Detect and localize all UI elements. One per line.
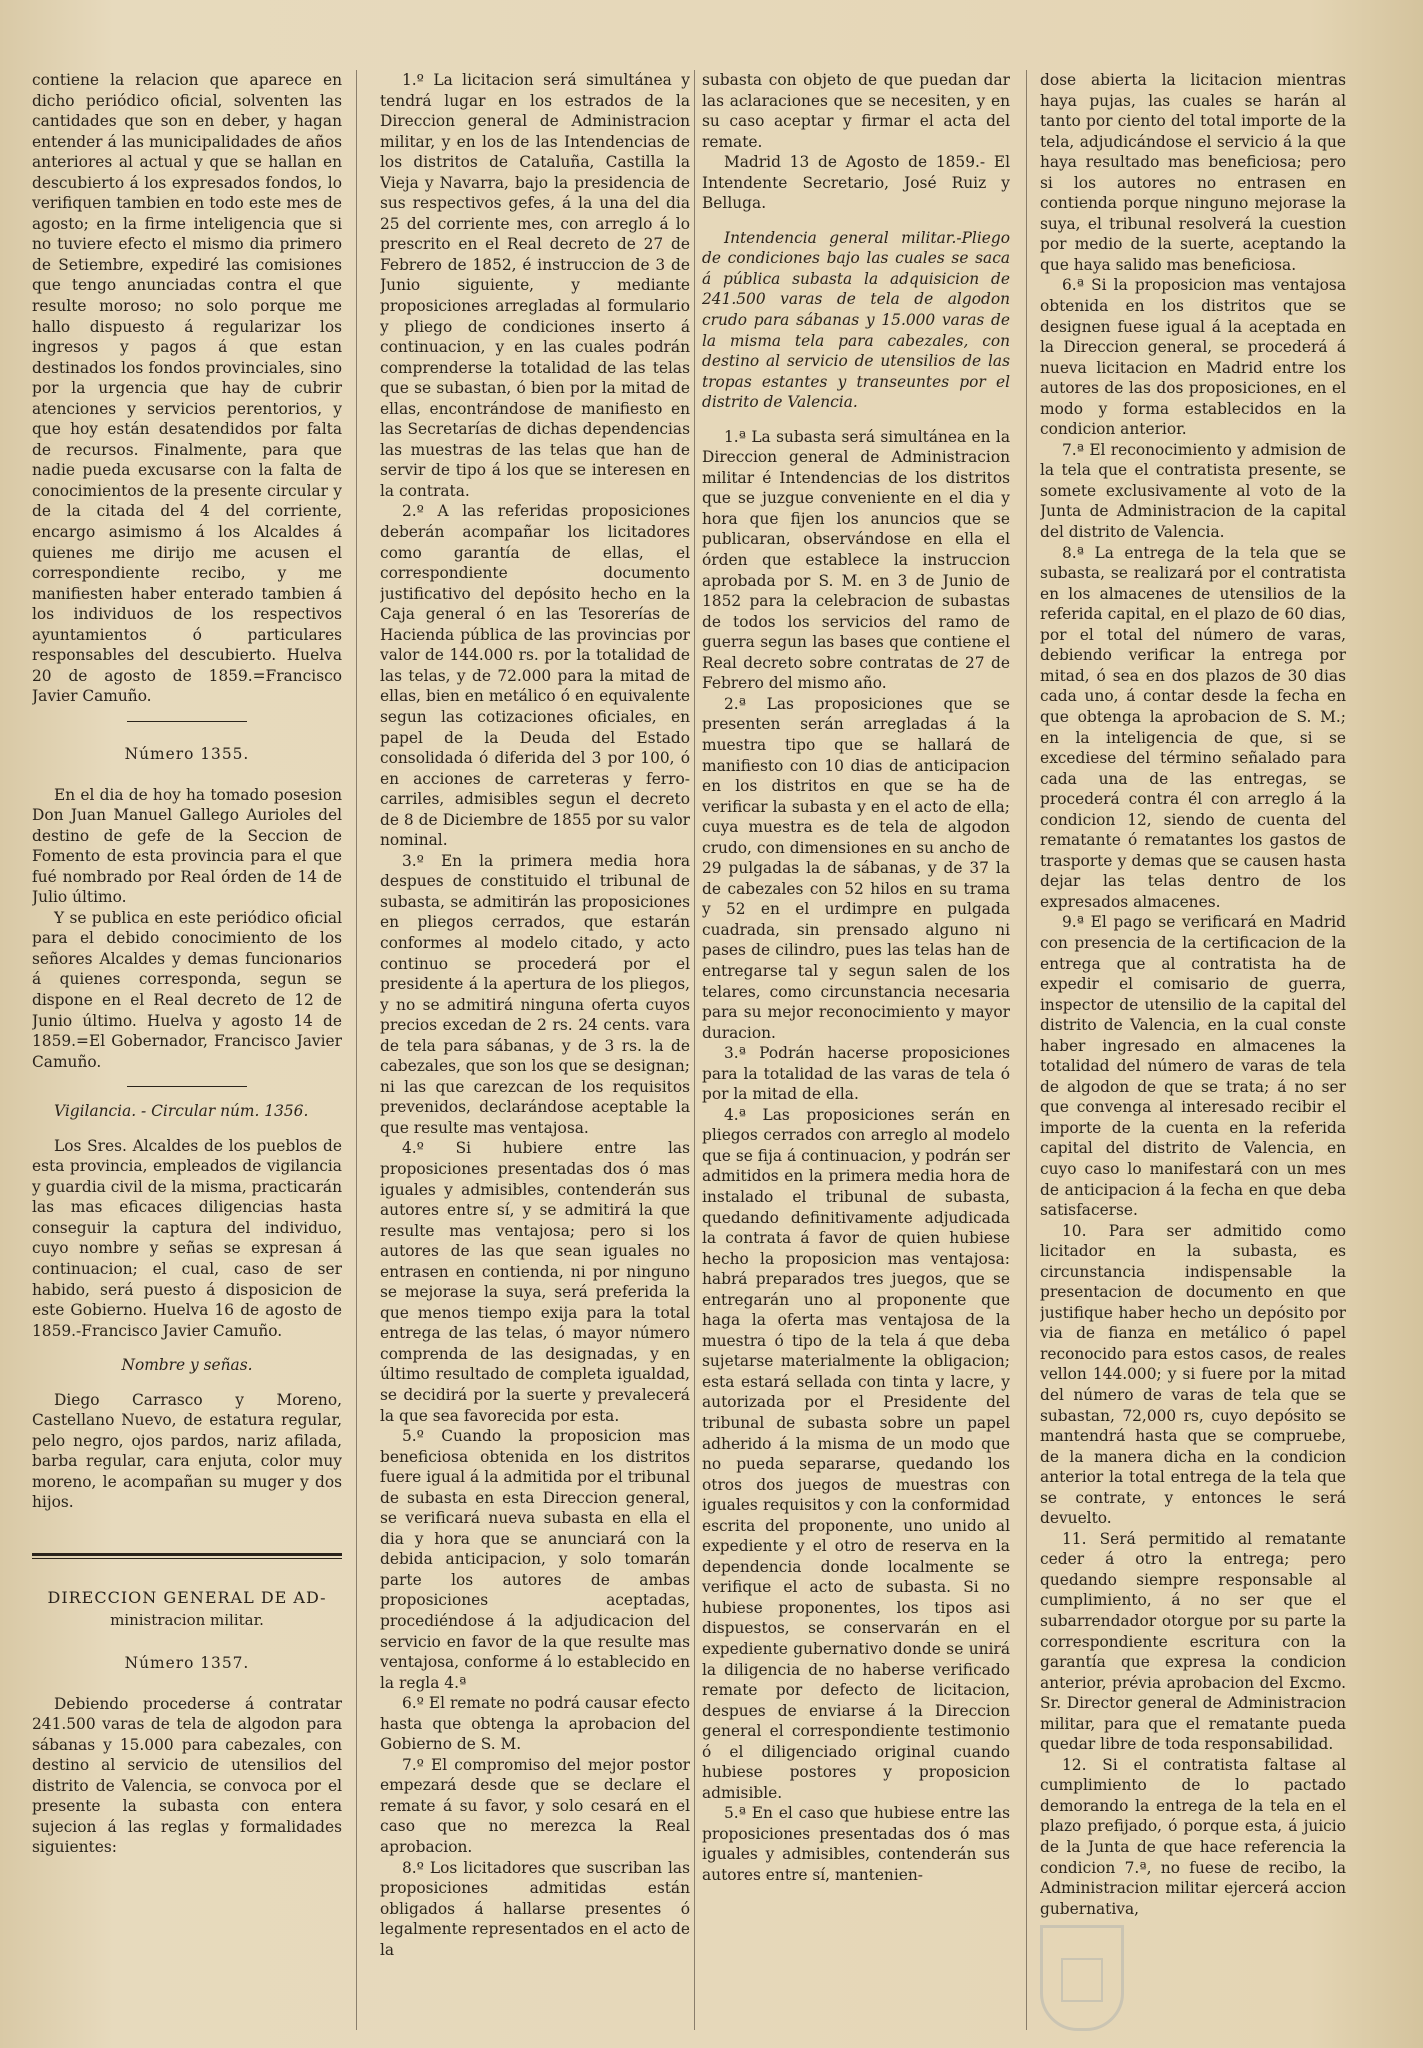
clause: 8.º Los licitadores que suscriban las proposiciones admitidas están obligados á hallarse presentes ó legalmente representados en el acto de la [380, 1858, 690, 1959]
clause: 12. Si el contratista faltase al cumplimiento de lo pactado demorando la entrega de la tela en el plazo prefijado, ó porque esta, á juicio de la Junta de que hace referencia la condicion 7.ª, no fuese de recibo, la Administracion militar ejercerá accion gubernativa, [1040, 1755, 1346, 1918]
column-4 [1040, 70, 1346, 2015]
paragraph: contiene la relacion que aparece en dicho periódico oficial, solventen las cantidades que son en deber, y hagan entender á las municipalidades de años anteriores al actual y que se hallan en descubierto á los expresados fondos, lo verifiquen tambien en todo este mes de agosto; en la firme inteligencia que si no tuviere efecto el mismo dia primero de Setiembre, expediré las comisiones que tengo anunciadas contra el que resulte moroso; no solo porque me hallo dispuesto á regularizar los ingresos y pagos á que estan destinados los fondos provinciales, sino por la urgencia que hay de cubrir atenciones y servicios perentorios, y que hoy están desatendidos por falta de recursos. Finalmente, para que nadie pueda excusarse con la falta de conocimientos de la presente circular y de la citada del 4 del corriente, encargo asimismo á los Alcaldes á quienes me dirijo me acusen el correspondiente recibo, y me manifiesten haber enterado tambien á los individuos de los respectivos ayuntamientos ó particulares responsables del descubierto. Huelva 20 de agosto de 1859.=Francisco Javier Camuño. [32, 71, 342, 706]
column-rule [356, 70, 357, 2030]
clause: 10. Para ser admitido como licitador en la subasta, es circunstancia indispensable la presentacion de documento en que justifique haber hecho un depósito por via de fianza en metálico ó papel reconocido para estos casos, de reales vellon 144.000; y si fuere por la mitad del número de varas de tela que se subastan, 72,000 rs, cuyo depósito se mantendrá hasta que se compruebe, de la manera dicha en la condicion anterior la total entrega de la tela que se contrate, y entonces le será devuelto. [1040, 1221, 1346, 1528]
paragraph: Debiendo procederse á contratar 241.500 varas de tela de algodon para sábanas y 15.000 para cabezales, con destino al servicio de utensilios del distrito de Valencia, se convoca por el presente la subasta con entera sujecion á las reglas y formalidades siguientes: [32, 1694, 342, 1857]
section-number: Número 1355. [124, 744, 250, 763]
separator [127, 721, 247, 722]
subheading: Nombre y señas. [121, 1356, 253, 1375]
archive-watermark [1040, 1925, 1400, 2035]
clause: 3.ª Podrán hacerse proposiciones para la totalidad de las varas de tela ó por la mitad de ella. [702, 1044, 1010, 1104]
clause: 7.ª El reconocimiento y admision de la tela que el contratista presente, se somete exclusivamente al voto de la Junta de Administracion de la capital del distrito de Valencia. [1040, 440, 1346, 542]
clause: 2.ª Las proposiciones que se presenten serán arregladas á la muestra tipo que se hallará de manifiesto con 10 dias de anticipacion en los distritos en que se ha de verificar la subasta y en el acto de ella; cuya muestra es de tela de algodon crudo, con dimensiones en su ancho de 29 pulgadas la de sábanas, y de 37 la de cabezales con 52 hilos en su trama y 52 en el urdimpre en pulgada cuadrada, sin prensado alguno ni pases de cilindro, pues las telas han de entregarse tal y segun salen de los telares, como circunstancia necesaria para su mejor reconocimiento y mayor duracion. [702, 694, 1010, 1042]
clause: 5.ª En el caso que hubiese entre las proposiciones presentadas dos ó mas iguales y admisibles, contenderán sus autores entre sí, mantenien- [702, 1804, 1010, 1885]
clause: 6.º El remate no podrá causar efecto hasta que obtenga la aprobacion del Gobierno de S. M. [380, 1694, 690, 1754]
department-heading-line2: ministracion militar. [110, 1611, 264, 1629]
column-1 [32, 70, 342, 2015]
column-2 [380, 70, 690, 2015]
section-heading: Intendencia general militar.-Pliego de condiciones bajo las cuales se saca á pública subasta la adquisicion de 241.500 varas de tela de algodon crudo para sábanas y 15.000 varas de la misma tela para cabezales, con destino al servicio de utensilios de las tropas estantes y transeuntes por el distrito de Valencia. [702, 228, 1010, 412]
column-rule [694, 70, 695, 2030]
paragraph: En el dia de hoy ha tomado posesion Don Juan Manuel Gallego Aurioles del destino de gefe de la Seccion de Fomento de esta provincia para el que fué nombrado por Real órden de 14 de Julio último. [32, 785, 342, 907]
coat-of-arms-icon [1040, 1925, 1124, 2031]
clause: 1.º La licitacion será simultánea y tendrá lugar en los estrados de la Direccion general de Administracion militar, y en los de las Intendencias de los distritos de Cataluña, Castilla la Vieja y Navarra, bajo la presidencia de sus respectivos gefes, á la una del dia 25 del corriente mes, con arreglo á lo prescrito en el Real decreto de 27 de Febrero de 1852, é instruccion de 3 de Junio siguiente, y mediante proposiciones arregladas al formulario y pliego de condiciones inserto á continuacion, y en las cuales podrán comprenderse la totalidad de las telas que se subastan, ó bien por la mitad de ellas, encontrándose de manifiesto en las Secretarías de dichas dependencias las muestras de las telas que han de servir de tipo á los que se interesen en la contrata. [380, 71, 690, 500]
paragraph: dose abierta la licitacion mientras haya pujas, las cuales se harán al tanto por ciento del total importe de la tela, adjudicándose el servicio á la que haya resultado mas beneficiosa; pero si los autores no entrasen en contienda porque ninguno mejorase la suya, el tribunal resolverá la cuestion por medio de la suerte, aceptando la que haya salido mas beneficiosa. [1040, 71, 1346, 274]
clause: 8.ª La entrega de la tela que se subasta, se realizará por el contratista en los almacenes de utensilios de la referida capital, en el plazo de 60 dias, por el total del número de varas, debiendo verificar la entrega por mitad, ó sea en dos plazos de 30 dias cada uno, á contar desde la fecha en que obtenga la aprobacion de S. M.; en la inteligencia de que, si se excediese del término señalado para cada una de las entregas, se procederá contra él con arreglo á la condicion 12, siendo de cuenta del rematante ó rematantes los gastos de trasporte y demas que se causen hasta dejar las telas dentro de los expresados almacenes. [1040, 543, 1346, 911]
column-3 [702, 70, 1010, 2015]
double-rule [32, 1553, 342, 1559]
section-heading: Vigilancia. - Circular núm. 1356. [54, 1102, 309, 1121]
clause: 4.º Si hubiere entre las proposiciones presentadas dos ó mas iguales y admisibles, contenderán sus autores entre sí, y se admitirá la que resulte mas ventajosa; pero si los autores de las que sean iguales no entrasen en contienda, ni por ninguno se mejorase la suya, será preferida la que menos tiempo exija para la total entrega de las telas, ó mayor número comprenda de las designadas, y en último resultado de completa igualdad, se decidirá por la suerte y prevalecerá la que sea favorecida por esta. [380, 1139, 690, 1425]
clause: 6.ª Si la proposicion mas ventajosa obtenida en los distritos que se designen fuese igual á la aceptada en la Direccion general, se procederá á nueva licitacion en Madrid entre los autores de las dos proposiciones, en el modo y forma establecidos en la condicion anterior. [1040, 276, 1346, 439]
clause: 9.ª El pago se verificará en Madrid con presencia de la certificacion de la entrega que al contratista ha de expedir el comisario de guerra, inspector de utensilio de la capital del distrito de Valencia, en la cual conste haber ingresado en almacenes la totalidad del número de varas de tela de algodon de que se trata; á no ser que convenga al interesado recibir el importe de la cuenta en la referida capital del distrito de Valencia, en cuyo caso lo manifestará con un mes de anticipacion á la fecha en que deba satisfacerse. [1040, 913, 1346, 1220]
clause: 4.ª Las proposiciones serán en pliegos cerrados con arreglo al modelo que se fija á continuacion, y podrán ser admitidos en la primera media hora de instalado el tribunal de subasta, quedando definitivamente adjudicada la contrata á favor de quien hubiese hecho la proposicion mas ventajosa: habrá preparados tres juegos, que se entregarán uno al proponente que haga la oferta mas ventajosa de la muestra ó tipo de la tela á que deba sujetarse materialmente la obligacion; esta estará sellada con tinta y lacre, y autorizada por el Presidente del tribunal de subasta sobre un papel adherido á la misma de un modo que no pueda separarse, quedando los otros dos juegos de muestras con iguales requisitos y con la conformidad escrita del proponente, uno unido al expediente y el otro de reserva en la dependencia donde localmente se verifique el acto de subasta. Si no hubiese proponentes, los tipos asi dispuestos, se conservarán en el expediente gubernativo donde se unirá la diligencia de no haberse verificado remate por defecto de licitacion, despues de enviarse á la Direccion general el correspondiente testimonio ó el diligenciado original cuando hubiese postores y proposicion admisible. [702, 1105, 1010, 1802]
clause: 2.º A las referidas proposiciones deberán acompañar los licitadores como garantía de ellas, el correspondiente documento justificativo del depósito hecho en la Caja general ó en las Tesorerías de Hacienda pública de las provincias por valor de 144.000 rs. por la totalidad de las telas, y de 72.000 para la mitad de ellas, bien en metálico ó en equivalente segun las cotizaciones oficiales, en papel de la Deuda del Estado consolidada ó diferida del 3 por 100, ó en acciones de carreteras y ferro-carriles, admisibles segun el decreto de 8 de Diciembre de 1855 por su valor nominal. [380, 502, 690, 850]
clause: 3.º En la primera media hora despues de constituido el tribunal de subasta, se admitirán las proposiciones en pliegos cerrados, que estarán conformes al modelo citado, y acto continuo se procederá por el presidente á la apertura de los pliegos, y no se admitirá ninguna oferta cuyos precios excedan de 2 rs. 24 cents. vara de tela para sábanas, y de 3 rs. la de cabezales, que son los que se designan; ni las que carezcan de los requisitos prevenidos, declarándose aceptable la que resulte mas ventajosa. [380, 851, 690, 1137]
paragraph: Los Sres. Alcaldes de los pueblos de esta provincia, empleados de vigilancia y guardia civil de la misma, practicarán las mas eficaces diligencias hasta conseguir la captura del individuo, cuyo nombre y señas se expresan á continuacion; el cual, caso de ser habido, será puesto á disposicion de este Gobierno. Huelva 16 de agosto de 1859.-Francisco Javier Camuño. [32, 1136, 342, 1340]
signature: Madrid 13 de Agosto de 1859.- El Intendente Secretario, José Ruiz y Belluga. [702, 153, 1010, 213]
clause: 11. Será permitido al rematante ceder á otro la entrega; pero quedando siempre responsable al cumplimiento, á no ser que el subarrendador otorgue por su parte la correspondiente escritura con la garantía que expresa la condicion anterior, prévia aprobacion del Excmo. Sr. Director general de Administracion militar, para que el rematante pueda quedar libre de toda responsabilidad. [1040, 1529, 1346, 1754]
clause: 7.º El compromiso del mejor postor empezará desde que se declare el remate á su favor, y solo cesará en el caso que no merezca la Real aprobacion. [380, 1755, 690, 1857]
paragraph: Y se publica en este periódico oficial para el debido conocimiento de los señores Alcaldes y demas funcionarios á quienes corresponda, segun se dispone en el Real decreto de 12 de Junio último. Huelva y agosto 14 de 1859.=El Gobernador, Francisco Javier Camuño. [32, 908, 342, 1071]
separator [127, 1086, 247, 1087]
department-heading-line1: DIRECCION GENERAL DE AD- [47, 1588, 327, 1607]
department-heading [32, 1587, 342, 1631]
paragraph: subasta con objeto de que puedan dar las aclaraciones que se necesiten, y en su caso aceptar y firmar el acta del remate. [702, 71, 1010, 151]
column-rule [1026, 70, 1027, 2030]
clause: 1.ª La subasta será simultánea en la Direccion general de Administracion militar é Intendencias de los distritos que se juzgue conveniente en el dia y hora que fijen los anuncios que se publicaran, observándose en ella el órden que establece la instruccion aprobada por S. M. en 3 de Junio de 1852 para la celebracion de subastas de todos los servicios del ramo de guerra segun las bases que contiene el Real decreto sobre contratas de 27 de Febrero del mismo año. [702, 427, 1010, 693]
clause: 5.º Cuando la proposicion mas beneficiosa obtenida en los distritos fuere igual á la admitida por el tribunal de subasta en esta Direccion general, se verificará nueva subasta en ella el dia y hora que se anunciará con la debida anticipacion, y solo tomarán parte los autores de ambas proposiciones aceptadas, procediéndose á la adjudicacion del servicio en favor de la que resulte mas ventajosa, conforme á lo establecido en la regla 4.ª [380, 1427, 690, 1692]
paragraph: Diego Carrasco y Moreno, Castellano Nuevo, de estatura regular, pelo negro, ojos pardos, nariz afilada, barba regular, cara enjuta, color muy moreno, le acompañan su muger y dos hijos. [32, 1390, 342, 1512]
section-number: Número 1357. [124, 1654, 250, 1672]
